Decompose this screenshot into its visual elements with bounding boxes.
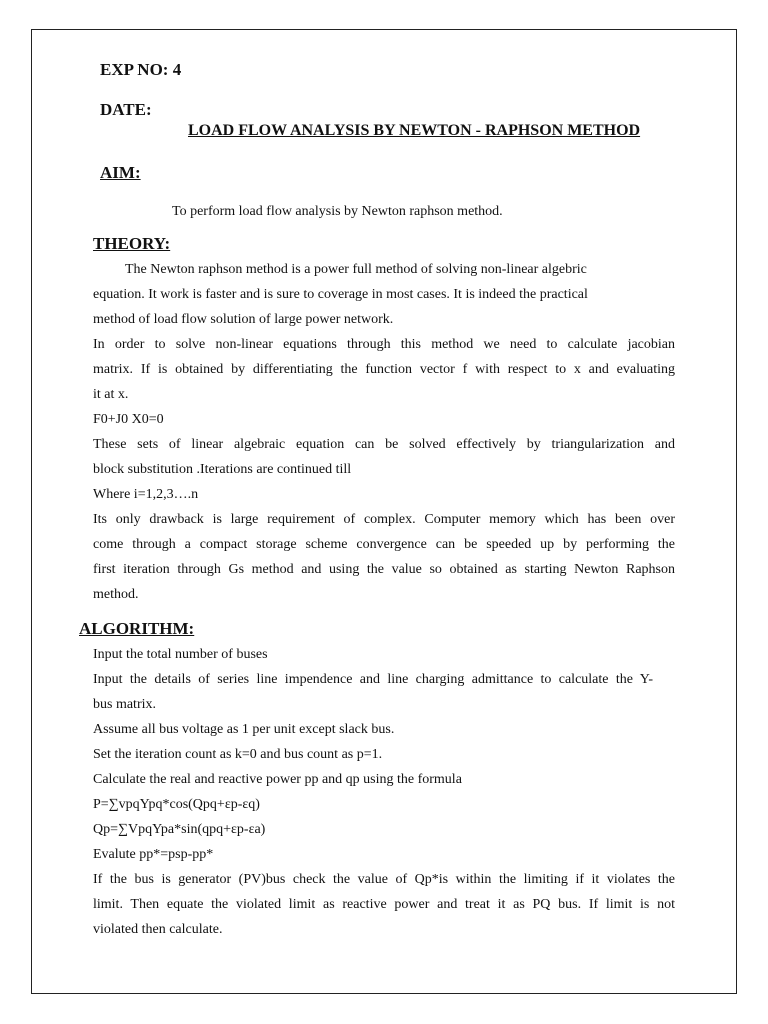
algorithm-step: If the bus is generator (PV)bus check the value of Qp*is within the limiting if it violates the (93, 872, 675, 887)
theory-heading: THEORY: (93, 234, 171, 253)
theory-line: In order to solve non-linear equations through this method we need to calculate jacobian (93, 337, 675, 352)
aim-text: To perform load flow analysis by Newton raphson method. (172, 204, 503, 219)
algorithm-step: Calculate the real and reactive power pp and qp using the formula (93, 772, 462, 787)
algorithm-heading: ALGORITHM: (79, 619, 195, 638)
theory-line: Where i=1,2,3….n (93, 487, 199, 502)
theory-line: Its only drawback is large requirement of complex. Computer memory which has been over (93, 512, 675, 527)
theory-line: matrix. If is obtained by differentiating the function vector f with respect to x and evaluating (93, 362, 675, 377)
theory-line: first iteration through Gs method and using the value so obtained as starting Newton Raphson (93, 562, 675, 577)
algorithm-step: Input the details of series line impendence and line charging admittance to calculate the Y- (93, 672, 653, 687)
algorithm-step: Assume all bus voltage as 1 per unit except slack bus. (93, 722, 395, 737)
document-title: LOAD FLOW ANALYSIS BY NEWTON - RAPHSON METHOD (188, 122, 641, 139)
theory-line: These sets of linear algebraic equation can be solved effectively by triangularization and (93, 437, 675, 452)
theory-line: it at x. (93, 387, 129, 402)
theory-line: method of load flow solution of large power network. (93, 312, 394, 327)
algorithm-step: Input the total number of buses (93, 647, 268, 662)
theory-line: equation. It work is faster and is sure to coverage in most cases. It is indeed the practical (93, 287, 588, 302)
algorithm-step: violated then calculate. (93, 922, 223, 937)
algorithm-step: Set the iteration count as k=0 and bus count as p=1. (93, 747, 383, 762)
algorithm-step: limit. Then equate the violated limit as reactive power and treat it as PQ bus. If limit is not (93, 897, 675, 912)
algorithm-step: bus matrix. (93, 697, 156, 712)
experiment-number: EXP NO: 4 (100, 60, 182, 79)
theory-line: block substitution .Iterations are continued till (93, 462, 352, 477)
theory-line: come through a compact storage scheme convergence can be speeded up by performing the (93, 537, 675, 552)
formula-real-power: P=∑vpqYpq*cos(Qpq+εp-εq) (93, 797, 260, 812)
aim-heading: AIM: (100, 163, 141, 182)
theory-equation: F0+J0 X0=0 (93, 412, 164, 427)
algorithm-step: Evalute pp*=psp-pp* (93, 847, 214, 862)
formula-reactive-power: Qp=∑VpqYpa*sin(qpq+εp-εa) (93, 822, 266, 837)
theory-line: method. (93, 587, 139, 602)
theory-line: The Newton raphson method is a power full method of solving non-linear algebric (125, 262, 587, 277)
date-label: DATE: (100, 100, 152, 119)
